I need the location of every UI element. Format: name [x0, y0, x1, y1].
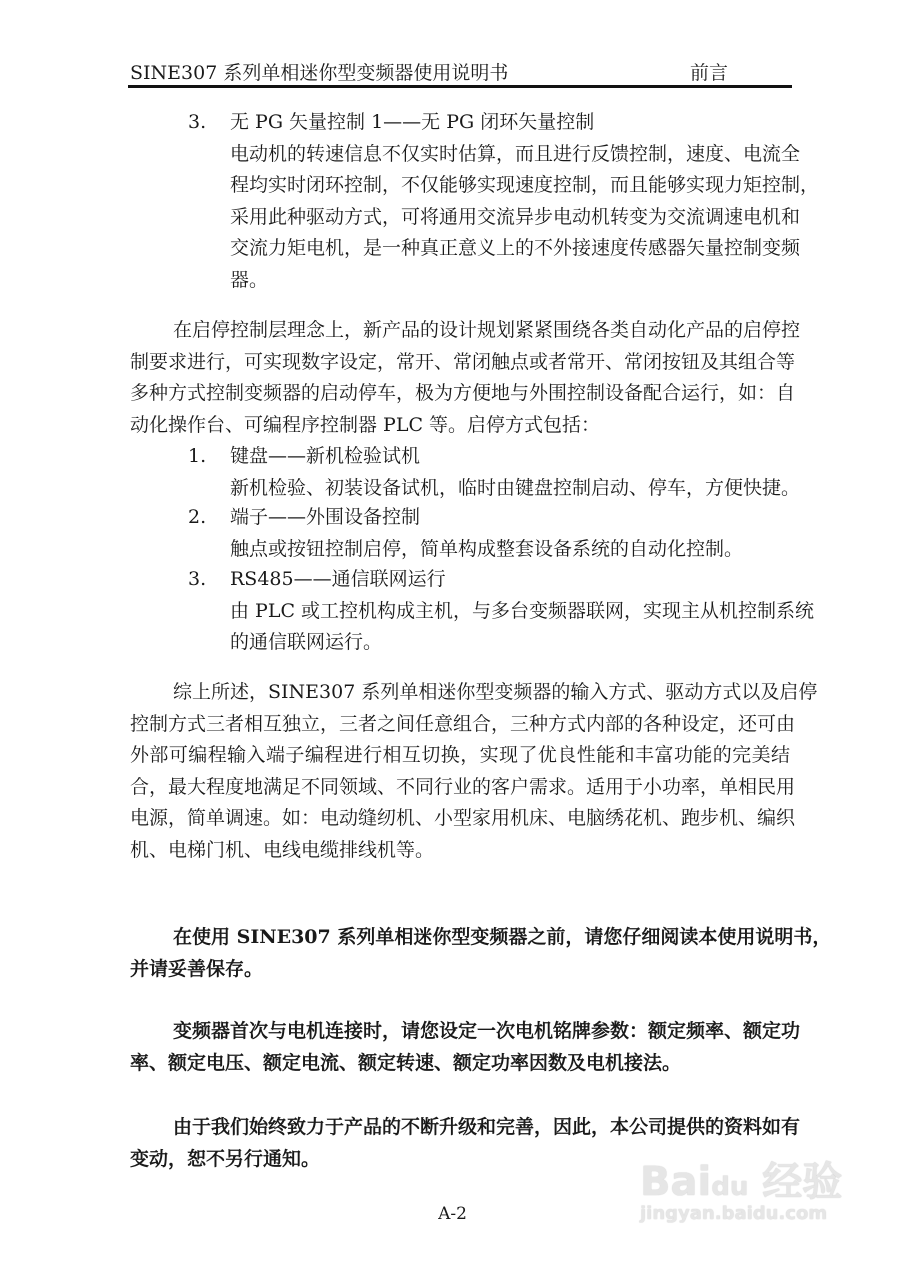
- page-number: A-2: [438, 1204, 467, 1224]
- text-line: 采用此种驱动方式，可将通用交流异步电动机转变为交流调速电机和: [230, 205, 801, 228]
- text-line: 程均实时闭环控制，不仅能够实现速度控制，而且能够实现力矩控制，: [230, 174, 820, 196]
- text-line: 的通信联网运行。: [230, 631, 383, 653]
- list-number: 2.: [188, 506, 207, 528]
- list-number: 1.: [188, 445, 207, 467]
- list-item: [130, 502, 790, 565]
- text-line: 触点或按钮控制启停，简单构成整套设备系统的自动化控制。: [230, 537, 744, 560]
- paragraph: [130, 315, 801, 441]
- paragraph: [130, 1016, 801, 1079]
- text-line: 器。: [230, 268, 269, 291]
- header-title: SINE307 系列单相迷你型变频器使用说明书: [130, 62, 509, 84]
- text-line: 电动机的转速信息不仅实时估算，而且进行反馈控制，速度、电流全: [230, 142, 801, 165]
- list-item: [130, 107, 820, 296]
- list-item-title: 无 PG 矢量控制 1——无 PG 闭环矢量控制: [230, 111, 595, 133]
- text-line: 率、额定电压、额定电流、额定转速、额定功率因数及电机接法。: [130, 1051, 682, 1074]
- header-rule: [128, 85, 792, 88]
- text-line: 并请妥善保存。: [130, 957, 264, 980]
- list-item-title: 端子——外围设备控制: [230, 506, 421, 528]
- text-line: 多种方式控制变频器的启动停车，极为方便地与外围控制设备配合运行，如：自: [130, 382, 796, 404]
- text-line: 在使用 SINE307 系列单相迷你型变频器之前，请您仔细阅读本使用说明书，: [173, 926, 832, 948]
- header-section: 前言: [690, 62, 729, 84]
- list-item: [130, 564, 815, 659]
- list-item-title: RS485——通信联网运行: [230, 568, 446, 590]
- paragraph: [130, 922, 832, 985]
- paragraph: [130, 677, 818, 866]
- text-line: 在启停控制层理念上，新产品的设计规划紧紧围绕各类自动化产品的启停控: [173, 319, 801, 341]
- text-line: 交流力矩电机，是一种真正意义上的不外接速度传感器矢量控制变频: [230, 237, 801, 259]
- text-line: 由 PLC 或工控机构成主机，与多台变频器联网，实现主从机控制系统: [230, 599, 815, 622]
- text-line: 由于我们始终致力于产品的不断升级和完善，因此，本公司提供的资料如有: [173, 1116, 801, 1138]
- list-number: 3.: [188, 111, 207, 133]
- text-line: 电源，简单调速。如：电动缝纫机、小型家用机床、电脑绣花机、跑步机、编织: [130, 807, 796, 829]
- list-number: 3.: [188, 568, 207, 590]
- text-line: 外部可编程输入端子编程进行相互切换，实现了优良性能和丰富功能的完美结: [130, 744, 790, 766]
- text-line: 新机检验、初装设备试机，临时由键盘控制启动、停车，方便快捷。: [230, 476, 801, 499]
- text-line: 机、电梯门机、电线电缆排线机等。: [130, 838, 435, 861]
- list-item-title: 键盘——新机检验试机: [230, 445, 421, 467]
- text-line: 制要求进行，可实现数字设定，常开、常闭触点或者常开、常闭按钮及其组合等: [130, 350, 796, 373]
- list-item: [130, 441, 801, 504]
- text-line: 变动，恕不另行通知。: [130, 1147, 321, 1170]
- text-line: 变频器首次与电机连接时，请您设定一次电机铭牌参数：额定频率、额定功: [173, 1020, 801, 1042]
- text-line: 动化操作台、可编程序控制器 PLC 等。启停方式包括：: [130, 413, 601, 436]
- text-line: 合，最大程度地满足不同领域、不同行业的客户需求。适用于小功率，单相民用: [130, 775, 796, 798]
- text-line: 综上所述，SINE307 系列单相迷你型变频器的输入方式、驱动方式以及启停: [173, 681, 818, 703]
- baidu-watermark: Baidu 经验 jingyan.baidu.com: [640, 1159, 843, 1224]
- text-line: 控制方式三者相互独立，三者之间任意组合，三种方式内部的各种设定，还可由: [130, 712, 796, 735]
